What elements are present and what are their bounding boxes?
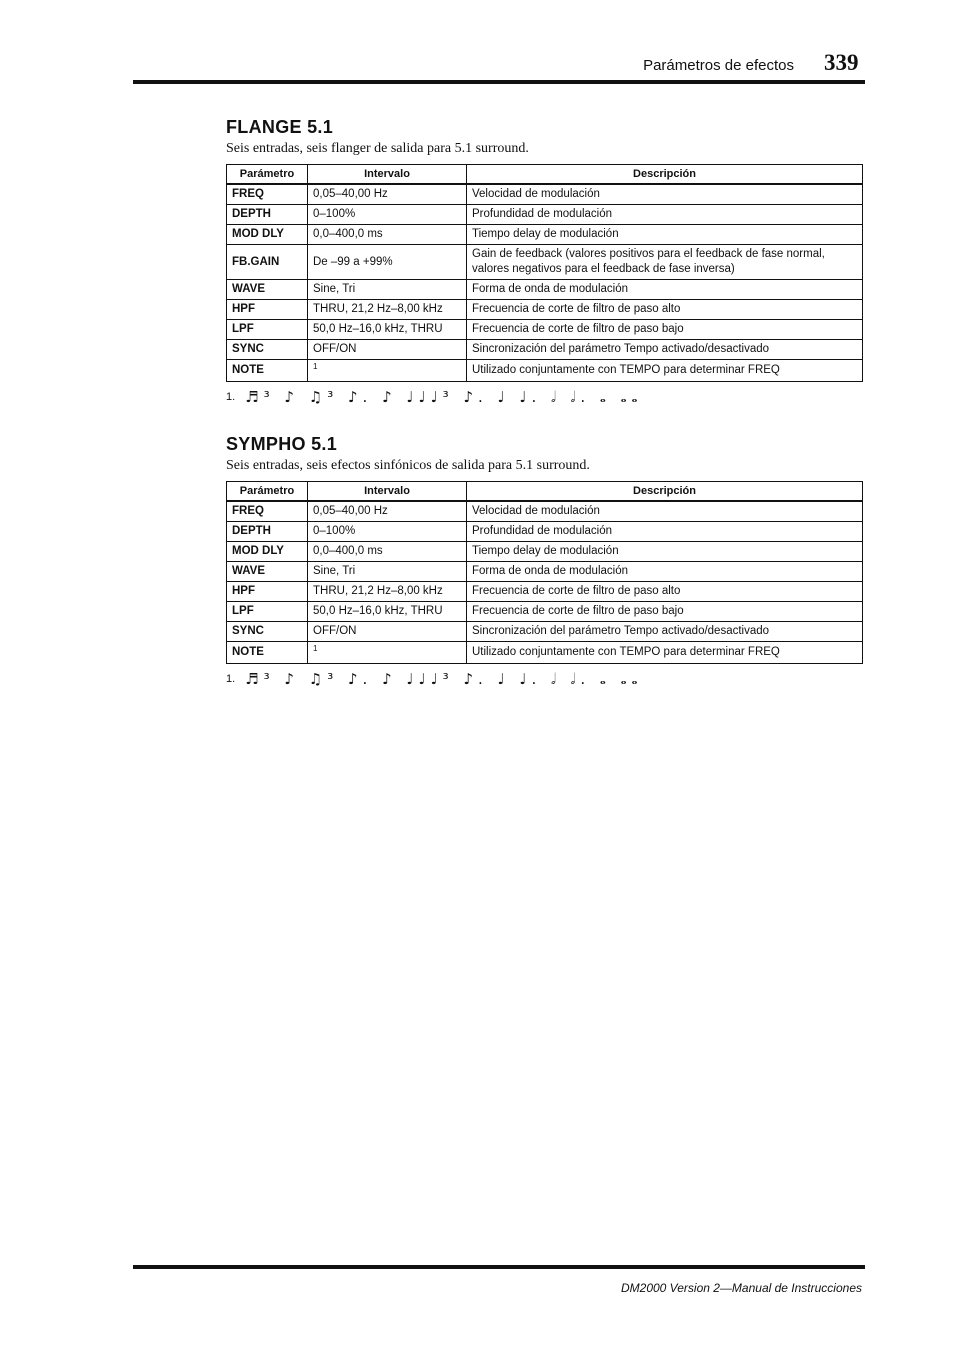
param-cell: FREQ: [227, 184, 308, 205]
param-cell: MOD DLY: [227, 542, 308, 562]
range-cell: 50,0 Hz–16,0 kHz, THRU: [308, 320, 467, 340]
flange-section: [226, 117, 863, 406]
table-row: [227, 340, 863, 360]
range-cell: 0,0–400,0 ms: [308, 542, 467, 562]
parameter-table: [226, 481, 863, 664]
range-cell: Sine, Tri: [308, 280, 467, 300]
range-cell: 0,05–40,00 Hz: [308, 184, 467, 205]
param-cell: HPF: [227, 300, 308, 320]
desc-cell: Tiempo delay de modulación: [467, 225, 863, 245]
table-row: [227, 205, 863, 225]
param-cell: SYNC: [227, 622, 308, 642]
desc-cell: Velocidad de modulación: [467, 184, 863, 205]
table-row: [227, 562, 863, 582]
range-cell: THRU, 21,2 Hz–8,00 kHz: [308, 300, 467, 320]
range-cell: De –99 a +99%: [308, 245, 467, 280]
desc-cell: Utilizado conjuntamente con TEMPO para determinar FREQ: [467, 360, 863, 382]
table-header-row: [227, 482, 863, 502]
table-row: [227, 245, 863, 280]
param-cell: DEPTH: [227, 205, 308, 225]
table-row: [227, 542, 863, 562]
section-description: Seis entradas, seis flanger de salida para 5.1 surround.: [226, 141, 529, 156]
desc-cell: Gain de feedback (valores positivos para el feedback de fase normal, valores negativos para el feedback de fase inversa): [467, 245, 863, 280]
parameter-table: [226, 164, 863, 382]
desc-cell: Profundidad de modulación: [467, 205, 863, 225]
page-number: 339: [824, 50, 859, 75]
section-description: Seis entradas, seis efectos sinfónicos de salida para 5.1 surround.: [226, 458, 590, 473]
desc-cell: Forma de onda de modulación: [467, 280, 863, 300]
col-header-range: Intervalo: [308, 482, 467, 502]
range-cell: 0,05–40,00 Hz: [308, 501, 467, 522]
desc-cell: Frecuencia de corte de filtro de paso alto: [467, 582, 863, 602]
footnote: [226, 388, 863, 406]
range-cell: OFF/ON: [308, 622, 467, 642]
range-cell: 0–100%: [308, 205, 467, 225]
desc-cell: Utilizado conjuntamente con TEMPO para determinar FREQ: [467, 642, 863, 664]
footer-rule: [133, 1265, 865, 1269]
table-row: [227, 522, 863, 542]
sympho-section: [226, 434, 863, 688]
table-row: [227, 225, 863, 245]
param-cell: LPF: [227, 320, 308, 340]
param-cell: SYNC: [227, 340, 308, 360]
param-cell: NOTE: [227, 642, 308, 664]
table-row: [227, 622, 863, 642]
param-cell: NOTE: [227, 360, 308, 382]
range-cell: Sine, Tri: [308, 562, 467, 582]
desc-cell: Forma de onda de modulación: [467, 562, 863, 582]
range-cell: THRU, 21,2 Hz–8,00 kHz: [308, 582, 467, 602]
param-cell: FREQ: [227, 501, 308, 522]
table-row: [227, 602, 863, 622]
desc-cell: Profundidad de modulación: [467, 522, 863, 542]
desc-cell: Tiempo delay de modulación: [467, 542, 863, 562]
table-row: [227, 280, 863, 300]
header-rule: [133, 80, 865, 84]
section-title: SYMPHO 5.1: [226, 434, 338, 454]
desc-cell: Frecuencia de corte de filtro de paso bajo: [467, 320, 863, 340]
col-header-param: Parámetro: [227, 482, 308, 502]
param-cell: WAVE: [227, 280, 308, 300]
range-cell: 0,0–400,0 ms: [308, 225, 467, 245]
table-row: [227, 360, 863, 382]
desc-cell: Sincronización del parámetro Tempo activado/desactivado: [467, 622, 863, 642]
table-row: [227, 501, 863, 522]
col-header-desc: Descripción: [467, 482, 863, 502]
table-row: [227, 300, 863, 320]
desc-cell: Sincronización del parámetro Tempo activado/desactivado: [467, 340, 863, 360]
page-header-title: Parámetros de efectos: [643, 57, 794, 74]
range-cell: 50,0 Hz–16,0 kHz, THRU: [308, 602, 467, 622]
desc-cell: Frecuencia de corte de filtro de paso bajo: [467, 602, 863, 622]
range-cell: 0–100%: [308, 522, 467, 542]
param-cell: MOD DLY: [227, 225, 308, 245]
param-cell: DEPTH: [227, 522, 308, 542]
table-header-row: [227, 165, 863, 185]
footnote: [226, 670, 863, 688]
desc-cell: Velocidad de modulación: [467, 501, 863, 522]
param-cell: WAVE: [227, 562, 308, 582]
table-row: [227, 184, 863, 205]
page-footer: DM2000 Version 2—Manual de Instrucciones: [620, 1281, 862, 1295]
table-row: [227, 320, 863, 340]
desc-cell: Frecuencia de corte de filtro de paso alto: [467, 300, 863, 320]
col-header-range: Intervalo: [308, 165, 467, 185]
range-cell: OFF/ON: [308, 340, 467, 360]
table-row: [227, 642, 863, 664]
col-header-desc: Descripción: [467, 165, 863, 185]
section-title: FLANGE 5.1: [226, 117, 334, 137]
range-cell: 1: [308, 642, 467, 664]
col-header-param: Parámetro: [227, 165, 308, 185]
music-notes-icon: ♬³ ♪ ♫³ ♪. ♪ ♩♩♩³ ♪. ♩ ♩. 𝅗𝅥 𝅗𝅥. 𝅝 𝅝𝅝: [245, 670, 643, 688]
footnote-number: 1.: [226, 391, 236, 403]
music-notes-icon: ♬³ ♪ ♫³ ♪. ♪ ♩♩♩³ ♪. ♩ ♩. 𝅗𝅥 𝅗𝅥. 𝅝 𝅝𝅝: [245, 388, 643, 406]
table-row: [227, 582, 863, 602]
footnote-number: 1.: [226, 673, 236, 685]
param-cell: LPF: [227, 602, 308, 622]
range-cell: 1: [308, 360, 467, 382]
param-cell: HPF: [227, 582, 308, 602]
param-cell: FB.GAIN: [227, 245, 308, 280]
